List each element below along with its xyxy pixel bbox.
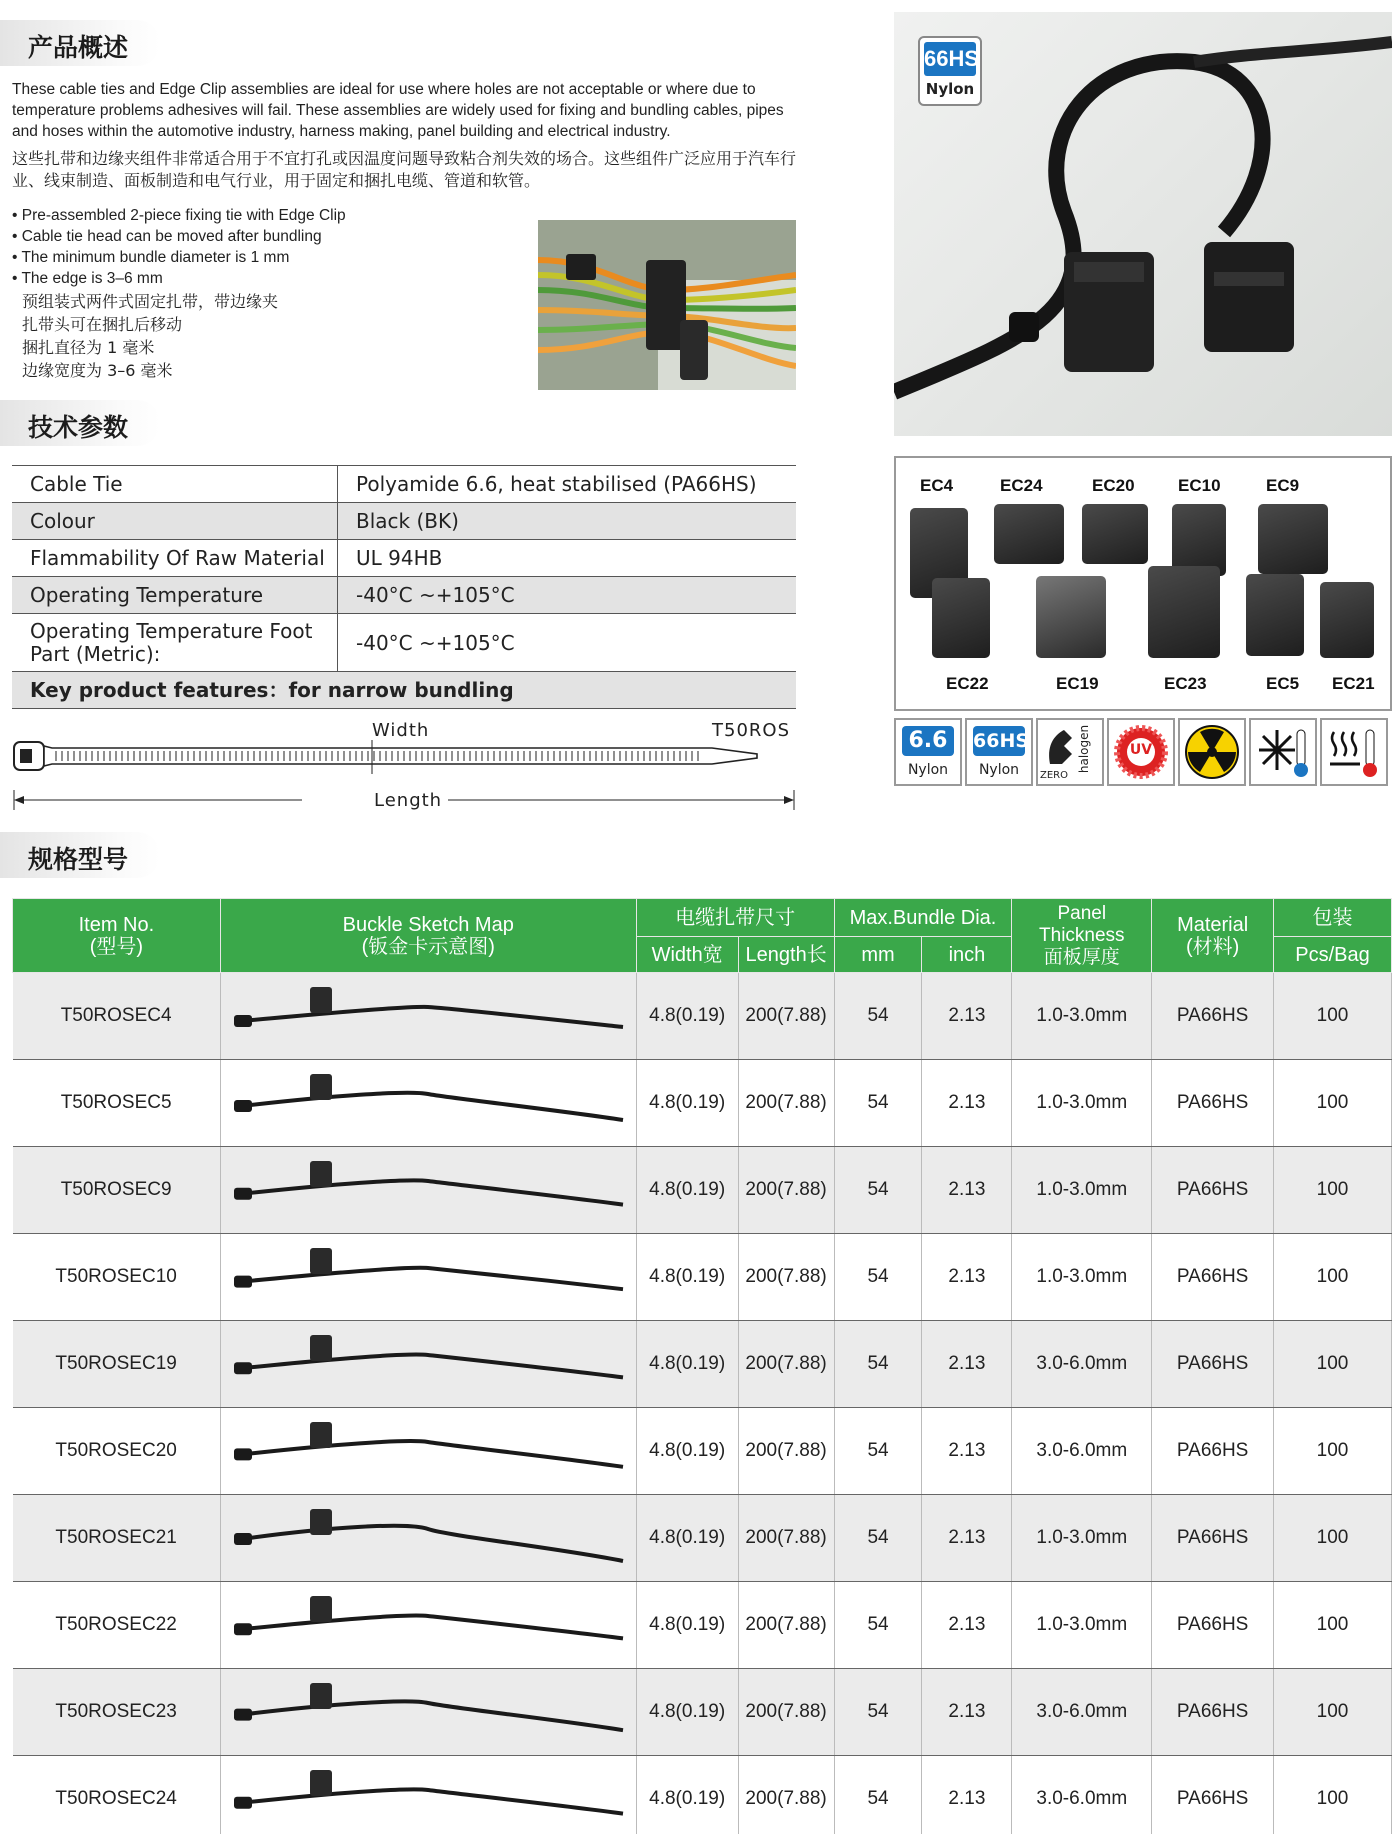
clip-ec23 [1148, 566, 1220, 658]
intro-english: These cable ties and Edge Clip assemblies are ideal for use where holes are not acceptable or where due to temperature problems adhesives will fail. These assemblies are widely used for fixing and bundling cables, pipes and hoses within the automotive industry, harness making, panel building and electrical industry. [12, 81, 784, 140]
col-sketch-cn: (钣金卡示意图) [361, 935, 495, 958]
bullet-item-cn: 预组装式两件式固定扎带，带边缘夹 [22, 292, 279, 311]
cell-width: 4.8(0.19) [636, 1060, 738, 1147]
col-material [1152, 899, 1274, 973]
cell-length: 200(7.88) [738, 1756, 834, 1834]
cell-pcs: 100 [1274, 1060, 1392, 1147]
cell-material: PA66HS [1152, 1582, 1274, 1669]
cell-mm: 54 [834, 1147, 922, 1234]
cell-pcs: 100 [1274, 1234, 1392, 1321]
clip-ec20 [1082, 504, 1148, 564]
cell-material: PA66HS [1152, 1408, 1274, 1495]
cell-panel: 3.0-6.0mm [1012, 1321, 1152, 1408]
badge-top-text: 66HS [924, 42, 976, 76]
buckle-sketch [220, 1234, 636, 1321]
tie-sketch-image [228, 1060, 628, 1140]
cell-length: 200(7.88) [738, 1234, 834, 1321]
cell-inch: 2.13 [922, 1582, 1012, 1669]
cell-mm: 54 [834, 1669, 922, 1756]
col-pack: 包装 [1274, 899, 1392, 937]
edge-clip [310, 1509, 332, 1535]
cell-material: PA66HS [1152, 973, 1274, 1060]
tie-sketch-image [228, 1756, 628, 1834]
clip-label: EC24 [1000, 476, 1043, 495]
cell-pcs: 100 [1274, 973, 1392, 1060]
overview-heading-text: 产品概述 [28, 33, 129, 62]
cell-material: PA66HS [1152, 1321, 1274, 1408]
spec-key: Flammability Of Raw Material [12, 540, 338, 576]
cell-material: PA66HS [1152, 1669, 1274, 1756]
buckle-sketch [220, 973, 636, 1060]
clip-ec22 [932, 578, 990, 658]
cell-inch: 2.13 [922, 1669, 1012, 1756]
cell-pcs: 100 [1274, 1669, 1392, 1756]
tie-sketch-image [228, 1234, 628, 1314]
section-tech-heading [0, 400, 300, 446]
cell-length: 200(7.88) [738, 1669, 834, 1756]
uv-text: UV [1129, 742, 1153, 758]
cell-pcs: 100 [1274, 1147, 1392, 1234]
tie-sketch-image [228, 973, 628, 1053]
application-photo [538, 220, 796, 390]
tie-head [234, 1100, 252, 1112]
cell-inch: 2.13 [922, 973, 1012, 1060]
section-overview-heading [0, 20, 300, 66]
table-row [13, 1669, 1392, 1756]
tie-head [234, 1797, 252, 1809]
clip-ec19 [1036, 576, 1106, 658]
clip-ec21 [1320, 582, 1374, 658]
cell-panel: 1.0-3.0mm [1012, 973, 1152, 1060]
cell-width: 4.8(0.19) [636, 1234, 738, 1321]
col-mm: mm [834, 937, 922, 973]
tie-strap [242, 1701, 623, 1730]
clip-label: EC5 [1266, 674, 1300, 693]
edge-clip [310, 1683, 332, 1709]
tie-strap [242, 1355, 623, 1378]
tie-head [234, 1188, 252, 1200]
intro-chinese: 这些扎带和边缘夹组件非常适合用于不宜打孔或因温度问题导致粘合剂失效的场合。这些组件广泛应用于汽车行业、线束制造、面板制造和电气行业，用于固定和捆扎电缆、管道和软管。 [12, 149, 797, 190]
cell-length: 200(7.88) [738, 1408, 834, 1495]
cell-mm: 54 [834, 1495, 922, 1582]
col-width: Width宽 [636, 937, 738, 973]
buckle-sketch [220, 1321, 636, 1408]
cell-width: 4.8(0.19) [636, 1669, 738, 1756]
cell-pcs: 100 [1274, 1495, 1392, 1582]
spec-value: Black (BK) [356, 509, 459, 533]
cell-length: 200(7.88) [738, 1060, 834, 1147]
cell-mm: 54 [834, 1321, 922, 1408]
bullet-item: • The minimum bundle diameter is 1 mm [12, 247, 346, 268]
tie-head [234, 1448, 252, 1460]
table-row [13, 1756, 1392, 1834]
cell-material: PA66HS [1152, 1147, 1274, 1234]
hs-icon-bottom: Nylon [978, 762, 1020, 778]
col-material-en: Material [1177, 913, 1249, 936]
clip-label: EC4 [920, 476, 954, 495]
nylon66-icon-top: 6.6 [902, 726, 954, 756]
buckle-sketch [220, 1408, 636, 1495]
cell-pcs: 100 [1274, 1408, 1392, 1495]
buckle-sketch [220, 1147, 636, 1234]
cell-material: PA66HS [1152, 1495, 1274, 1582]
col-sketch [220, 899, 636, 973]
bullet-item: • Pre-assembled 2-piece fixing tie with Edge Clip [12, 205, 346, 226]
cold-resistance-icon [1249, 718, 1317, 786]
tie-strap [242, 1093, 623, 1120]
buckle-sketch [220, 1669, 636, 1756]
radiation-icon [1178, 718, 1246, 786]
model-spec-table [12, 898, 1392, 1834]
cell-item: T50ROSEC19 [13, 1321, 221, 1408]
cell-length: 200(7.88) [738, 1495, 834, 1582]
cell-pcs: 100 [1274, 1321, 1392, 1408]
cell-inch: 2.13 [922, 1147, 1012, 1234]
spec-row [12, 503, 796, 540]
clip-label: EC19 [1056, 674, 1099, 693]
cell-inch: 2.13 [922, 1321, 1012, 1408]
spec-key: Operating Temperature [12, 577, 338, 613]
col-length: Length长 [738, 937, 834, 973]
tie-sketch-image [228, 1669, 628, 1749]
cell-panel: 3.0-6.0mm [1012, 1408, 1152, 1495]
table-row [13, 1408, 1392, 1495]
spec-key: Cable Tie [12, 466, 338, 502]
cell-panel: 3.0-6.0mm [1012, 1669, 1152, 1756]
cell-material: PA66HS [1152, 1060, 1274, 1147]
cell-material: PA66HS [1152, 1756, 1274, 1834]
clip-label: EC23 [1164, 674, 1207, 693]
edge-clip [310, 1248, 332, 1274]
cell-width: 4.8(0.19) [636, 1321, 738, 1408]
clip-label: EC9 [1266, 476, 1300, 495]
cell-item: T50ROSEC4 [13, 973, 221, 1060]
spec-row [12, 540, 796, 577]
tie-head [234, 1015, 252, 1027]
tie-strap [242, 1526, 623, 1561]
edge-clip-set [894, 456, 1392, 711]
specs-heading-text: 规格型号 [28, 845, 129, 874]
clip-ec24 [994, 504, 1064, 564]
tie-strap [242, 1180, 623, 1204]
tie-sketch-image [228, 1495, 628, 1575]
cell-pcs: 100 [1274, 1582, 1392, 1669]
bullet-item-cn: 扎带头可在捆扎后移动 [22, 315, 183, 334]
bullet-item-cn: 边缘宽度为 3–6 毫米 [22, 361, 173, 380]
model-label: T50ROS [712, 720, 790, 741]
tie-strap [242, 1616, 623, 1639]
cell-inch: 2.13 [922, 1060, 1012, 1147]
col-material-cn: (材料) [1185, 935, 1240, 958]
tie-head [234, 1533, 252, 1545]
tie-head [234, 1276, 252, 1288]
cell-item: T50ROSEC23 [13, 1669, 221, 1756]
key-features: Key product features：for narrow bundling [12, 672, 796, 709]
tech-heading-text: 技术参数 [28, 413, 129, 442]
cell-item: T50ROSEC5 [13, 1060, 221, 1147]
cell-length: 200(7.88) [738, 1321, 834, 1408]
buckle-sketch [220, 1756, 636, 1834]
badge-bottom-text: Nylon [925, 80, 975, 98]
col-bundle: Max.Bundle Dia. [834, 899, 1012, 937]
uv-icon [1107, 718, 1175, 786]
spec-row [12, 577, 796, 614]
table-row [13, 1495, 1392, 1582]
cell-item: T50ROSEC21 [13, 1495, 221, 1582]
cell-width: 4.8(0.19) [636, 1147, 738, 1234]
hs-nylon-badge [918, 36, 982, 106]
edge-clip [310, 1161, 332, 1187]
property-icons [894, 718, 1392, 786]
tie-strap [242, 1007, 623, 1027]
table-row [13, 1147, 1392, 1234]
cell-item: T50ROSEC9 [13, 1147, 221, 1234]
edge-clip [310, 1074, 332, 1100]
cell-inch: 2.13 [922, 1495, 1012, 1582]
edge-clip [310, 1422, 332, 1448]
clip-label: EC10 [1178, 476, 1221, 495]
zero-text: ZERO [1040, 770, 1068, 781]
col-size: 电缆扎带尺寸 [636, 899, 834, 937]
spec-value: -40°C ~+105°C [356, 630, 515, 655]
length-label: Length [368, 790, 448, 811]
cell-panel: 1.0-3.0mm [1012, 1234, 1152, 1321]
cell-mm: 54 [834, 1756, 922, 1834]
tech-spec-table [12, 465, 796, 709]
tie-sketch-image [228, 1582, 628, 1662]
tie-sketch-image [228, 1321, 628, 1401]
spec-key: Operating Temperature Foot Part (Metric): [12, 614, 338, 671]
clip-label: EC21 [1332, 674, 1375, 693]
cell-width: 4.8(0.19) [636, 1495, 738, 1582]
tie-head [234, 1709, 252, 1721]
col-item-en: Item No. [78, 913, 155, 936]
spec-value: Polyamide 6.6, heat stabilised (PA66HS) [356, 472, 757, 496]
cell-mm: 54 [834, 973, 922, 1060]
cell-inch: 2.13 [922, 1756, 1012, 1834]
edge-clip [310, 1596, 332, 1622]
cell-panel: 1.0-3.0mm [1012, 1147, 1152, 1234]
edge-clip [310, 1335, 332, 1361]
cell-material: PA66HS [1152, 1234, 1274, 1321]
cell-length: 200(7.88) [738, 1582, 834, 1669]
cell-inch: 2.13 [922, 1408, 1012, 1495]
spec-value: UL 94HB [356, 546, 443, 570]
col-item-cn: (型号) [89, 935, 144, 958]
tie-sketch-image [228, 1408, 628, 1488]
col-item [13, 899, 221, 973]
cell-item: T50ROSEC22 [13, 1582, 221, 1669]
table-row [13, 1234, 1392, 1321]
col-panel [1012, 899, 1152, 973]
cell-panel: 1.0-3.0mm [1012, 1495, 1152, 1582]
tie-sketch-image [228, 1147, 628, 1227]
edge-clip [310, 987, 332, 1013]
cell-width: 4.8(0.19) [636, 973, 738, 1060]
zero-halogen-icon [1036, 718, 1104, 786]
cable-tie-diagram [12, 720, 798, 820]
edge-clip [310, 1770, 332, 1796]
cell-width: 4.8(0.19) [636, 1408, 738, 1495]
cell-pcs: 100 [1274, 1756, 1392, 1834]
feature-bullets-en [12, 205, 346, 289]
spec-row [12, 466, 796, 503]
tie-strap [242, 1268, 623, 1289]
cell-inch: 2.13 [922, 1234, 1012, 1321]
clip-label: EC22 [946, 674, 989, 693]
cell-mm: 54 [834, 1408, 922, 1495]
nylon66-icon-bottom: Nylon [907, 762, 949, 778]
cell-length: 200(7.88) [738, 973, 834, 1060]
buckle-sketch [220, 1495, 636, 1582]
col-inch: inch [922, 937, 1012, 973]
col-panel-en: Panel Thickness [1039, 902, 1125, 946]
tie-strap [242, 1441, 623, 1467]
table-row [13, 1321, 1392, 1408]
bullet-item-cn: 捆扎直径为 1 毫米 [22, 338, 155, 357]
table-row [13, 1582, 1392, 1669]
cell-panel: 1.0-3.0mm [1012, 1060, 1152, 1147]
cell-mm: 54 [834, 1582, 922, 1669]
cell-item: T50ROSEC10 [13, 1234, 221, 1321]
cell-width: 4.8(0.19) [636, 1756, 738, 1834]
buckle-sketch [220, 1582, 636, 1669]
clip-ec9 [1258, 504, 1328, 574]
tie-strap [242, 1789, 623, 1813]
bullet-item: • The edge is 3–6 mm [12, 268, 346, 289]
table-row [13, 1060, 1392, 1147]
table-row [13, 973, 1392, 1060]
cell-panel: 1.0-3.0mm [1012, 1582, 1152, 1669]
section-specs-heading [0, 832, 300, 878]
spec-row [12, 614, 796, 672]
tie-head [234, 1362, 252, 1374]
hs-icon-top: 66HS [973, 726, 1025, 756]
clip-label: EC20 [1092, 476, 1135, 495]
spec-value: -40°C ~+105°C [356, 583, 515, 607]
cell-item: T50ROSEC20 [13, 1408, 221, 1495]
halogen-text: halogen [1077, 724, 1092, 774]
col-panel-cn: 面板厚度 [1043, 946, 1120, 968]
buckle-sketch [220, 1060, 636, 1147]
cell-length: 200(7.88) [738, 1147, 834, 1234]
width-label: Width [372, 720, 430, 741]
cell-mm: 54 [834, 1234, 922, 1321]
tie-head [234, 1623, 252, 1635]
cell-panel: 3.0-6.0mm [1012, 1756, 1152, 1834]
bullet-item: • Cable tie head can be moved after bundling [12, 226, 346, 247]
cell-item: T50ROSEC24 [13, 1756, 221, 1834]
hs-nylon-icon [965, 718, 1033, 786]
heat-resistance-icon [1320, 718, 1388, 786]
col-pcs: Pcs/Bag [1274, 937, 1392, 973]
feature-bullets-cn [22, 290, 278, 382]
cell-width: 4.8(0.19) [636, 1582, 738, 1669]
spec-key: Colour [12, 503, 338, 539]
col-sketch-en: Buckle Sketch Map [342, 913, 514, 936]
nylon66-icon [894, 718, 962, 786]
clip-ec5 [1246, 574, 1304, 656]
cell-mm: 54 [834, 1060, 922, 1147]
